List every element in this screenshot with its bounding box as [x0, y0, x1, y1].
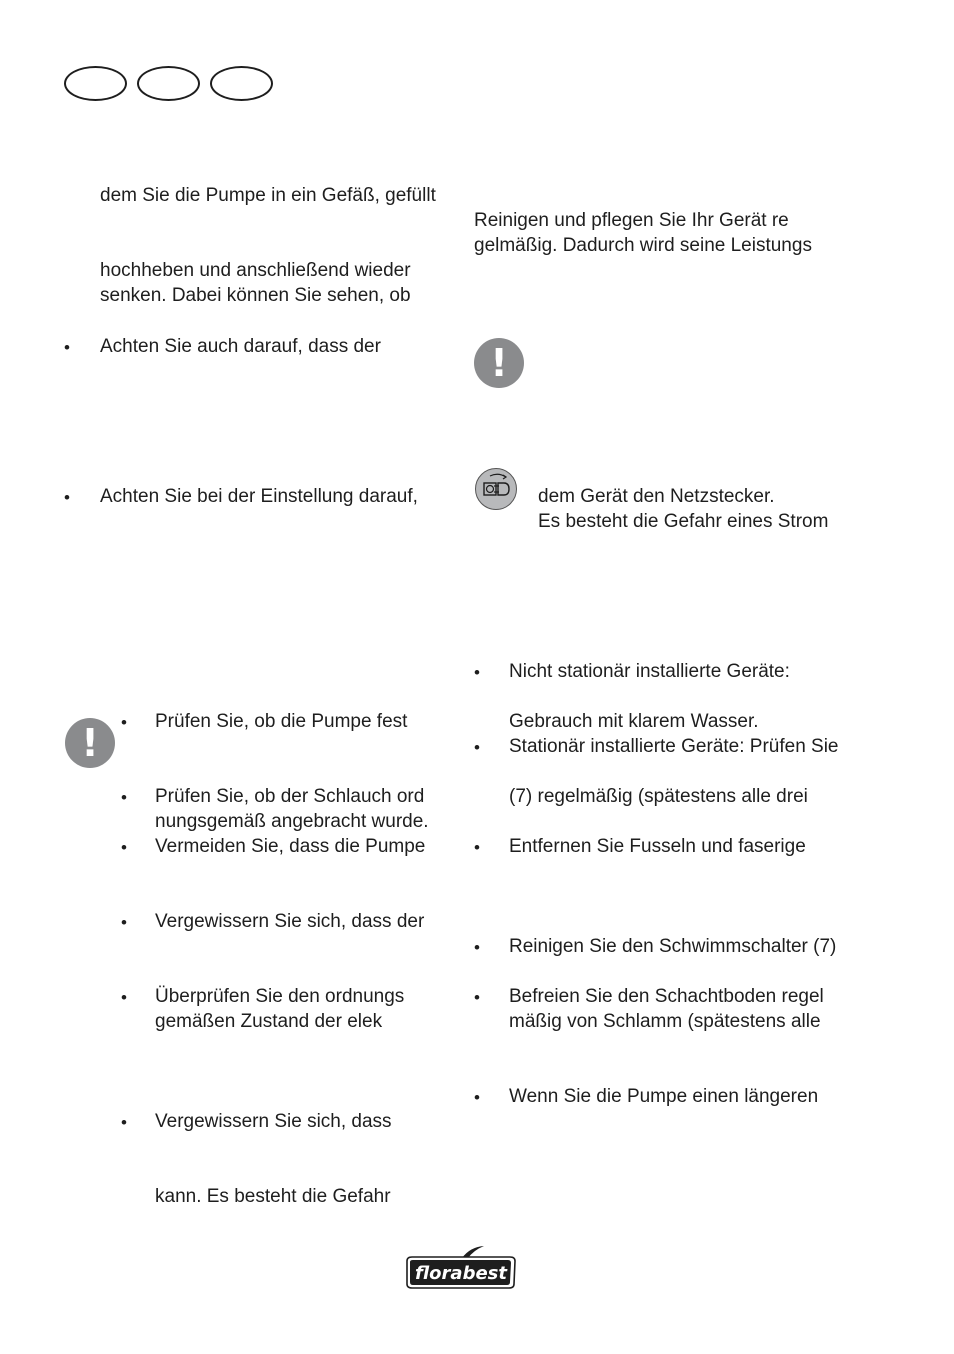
- right-line: Reinigen Sie den Schwimmschalter (7): [509, 936, 837, 957]
- left-line: gemäßen Zustand der elek: [155, 1011, 383, 1032]
- language-oval-3: [210, 66, 273, 101]
- bullet-marker: •: [121, 788, 127, 807]
- left-line: Vergewissern Sie sich, dass der: [155, 911, 425, 932]
- left-line: Achten Sie bei der Einstellung darauf,: [100, 486, 418, 507]
- bullet-marker: •: [121, 713, 127, 732]
- unplug-icon: [475, 468, 517, 510]
- bullet-marker: •: [64, 338, 70, 357]
- right-line: gelmäßig. Dadurch wird seine Leistungs: [474, 235, 812, 256]
- right-line: Befreien Sie den Schachtboden regel: [509, 986, 824, 1007]
- florabest-logo: [404, 1246, 518, 1290]
- left-line: Überprüfen Sie den ordnungs: [155, 986, 405, 1007]
- right-line: Wenn Sie die Pumpe einen längeren: [509, 1086, 819, 1107]
- right-line: Nicht stationär installierte Geräte:: [509, 661, 790, 682]
- left-line: Vergewissern Sie sich, dass: [155, 1111, 392, 1132]
- bullet-marker: •: [121, 988, 127, 1007]
- right-line: dem Gerät den Netzstecker.: [538, 486, 775, 507]
- left-line: hochheben und anschließend wieder: [100, 260, 411, 281]
- right-line: (7) regelmäßig (spätestens alle drei: [509, 786, 808, 807]
- language-oval-1: [64, 66, 127, 101]
- language-oval-2: [137, 66, 200, 101]
- left-line: kann. Es besteht die Gefahr: [155, 1186, 391, 1207]
- svg-text:florabest: florabest: [415, 1263, 507, 1284]
- warning-icon: !: [65, 718, 115, 768]
- bullet-marker: •: [474, 988, 480, 1007]
- bullet-marker: •: [64, 488, 70, 507]
- right-line: Stationär installierte Geräte: Prüfen Sie: [509, 736, 839, 757]
- right-line: Reinigen und pflegen Sie Ihr Gerät re: [474, 210, 789, 231]
- bullet-marker: •: [474, 938, 480, 957]
- right-line: mäßig von Schlamm (spätestens alle: [509, 1011, 821, 1032]
- bullet-marker: •: [121, 913, 127, 932]
- left-line: dem Sie die Pumpe in ein Gefäß, gefüllt: [100, 185, 436, 206]
- bullet-marker: •: [474, 838, 480, 857]
- right-line: Es besteht die Gefahr eines Strom: [538, 511, 829, 532]
- left-line: Prüfen Sie, ob der Schlauch ord: [155, 786, 425, 807]
- bullet-marker: •: [474, 663, 480, 682]
- left-line: nungsgemäß angebracht wurde.: [155, 811, 429, 832]
- right-line: Entfernen Sie Fusseln und faserige: [509, 836, 806, 857]
- left-line: Achten Sie auch darauf, dass der: [100, 336, 381, 357]
- right-line: Gebrauch mit klarem Wasser.: [509, 711, 759, 732]
- bullet-marker: •: [474, 738, 480, 757]
- bullet-marker: •: [121, 1113, 127, 1132]
- bullet-marker: •: [474, 1088, 480, 1107]
- warning-icon: !: [474, 338, 524, 388]
- bullet-marker: •: [121, 838, 127, 857]
- left-line: senken. Dabei können Sie sehen, ob: [100, 285, 411, 306]
- left-line: Prüfen Sie, ob die Pumpe fest: [155, 711, 408, 732]
- left-line: Vermeiden Sie, dass die Pumpe: [155, 836, 426, 857]
